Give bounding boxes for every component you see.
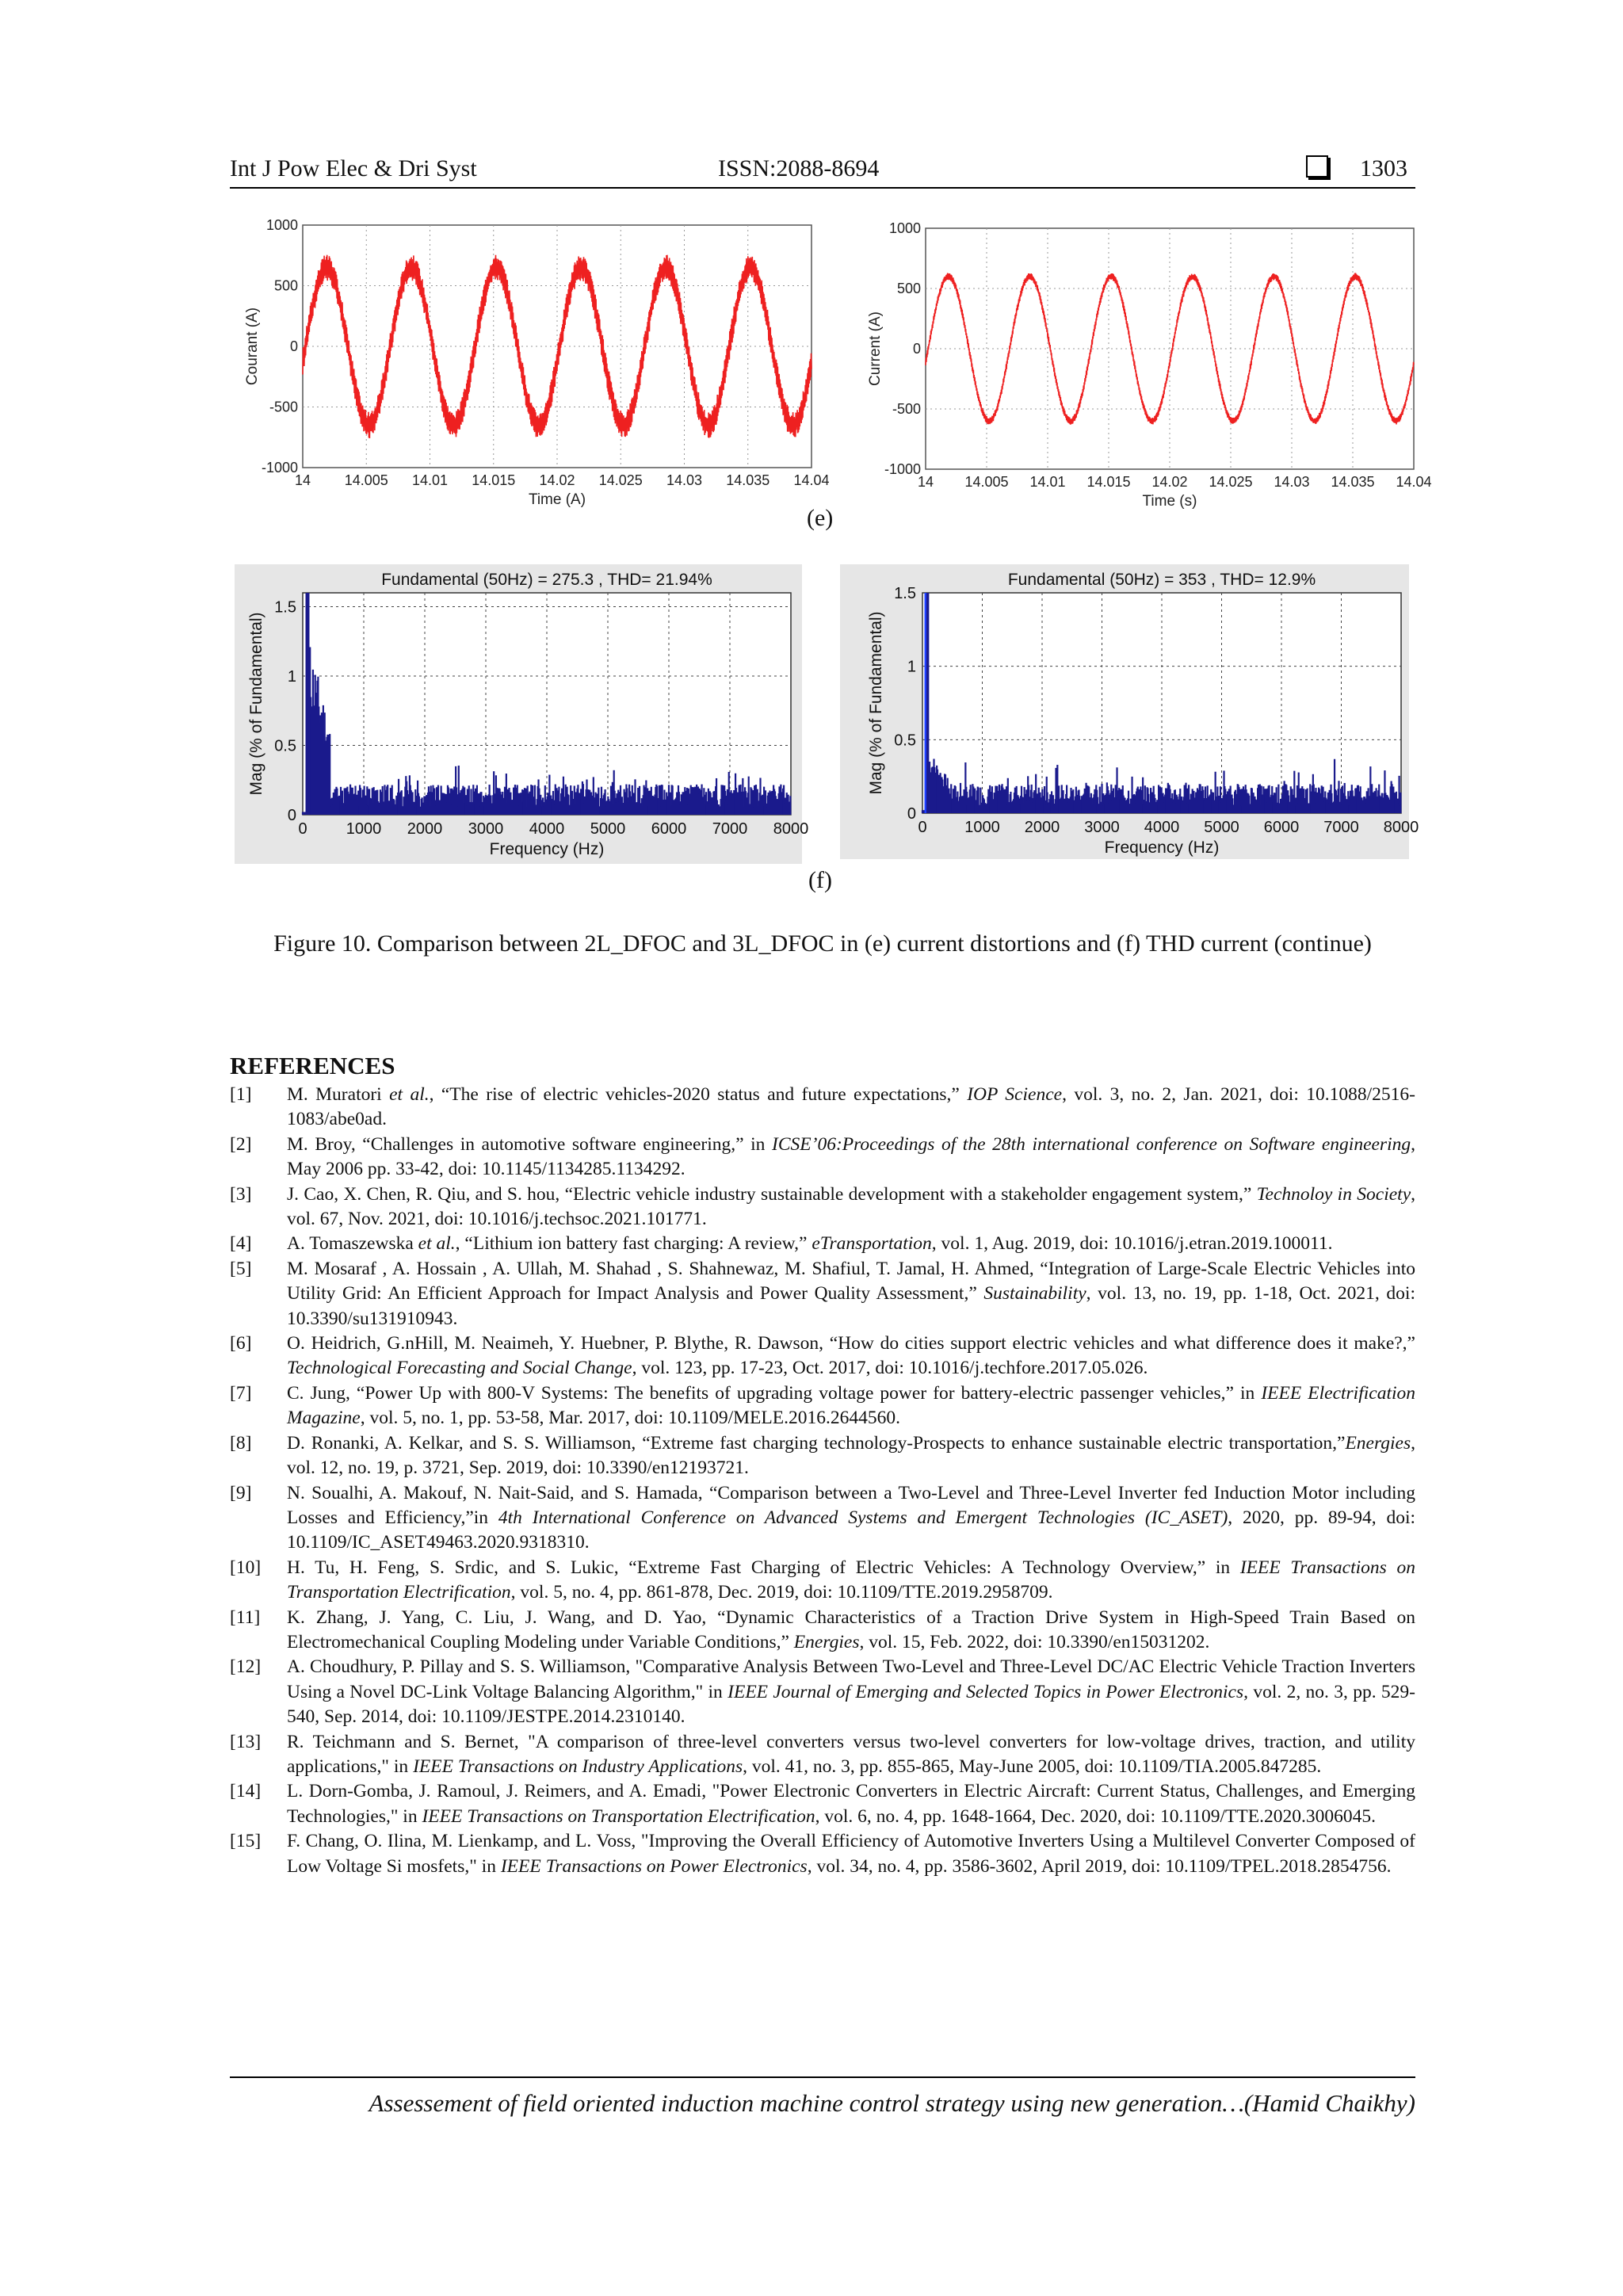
y-tick-label: 0 [912, 341, 921, 357]
reference-number: [2] [230, 1133, 252, 1155]
y-tick-label: 0 [907, 805, 916, 823]
x-tick-label: 14.035 [1331, 474, 1375, 490]
sublabel-e: (e) [807, 505, 834, 531]
chart-2l-current-svg [230, 214, 830, 508]
reference-text: F. Chang, O. Ilina, M. Lienkamp, and L. Voss, "Improving the Overall Efficiency of Automotive Inverters Using a Multilevel Converter Composed of Low Voltage Si mosfets," in IEEE Transactions on Power Electronics, vol. 34, no. 4, pp. 3586-3602, April 2019, doi: 10.1109/TPEL.2018.2854756. [287, 1831, 1415, 1877]
reference-text: H. Tu, H. Feng, S. Srdic, and S. Lukic, “Extreme Fast Charging of Electric Vehicles: A Technology Overview,” in IEEE Transactions on Transportation Electrification, vol. 5, no. 4, pp. 861-878, Dec. 2019, doi: 10.1109/TTE.2019.2958709. [287, 1557, 1415, 1603]
reference-text: A. Tomaszewska et al., “Lithium ion battery fast charging: A review,” eTransportation, vol. 1, Aug. 2019, doi: 10.1016/j.etran.2019.100011. [287, 1233, 1333, 1255]
sublabel-f: (f) [808, 867, 832, 893]
reference-text: L. Dorn-Gomba, J. Ramoul, J. Reimers, and A. Emadi, "Power Electronic Converters in Electric Aircraft: Current Status, Challenges, and Emerging Technologies," in IEEE Transactions on Transportation Electrification, vol. 6, no. 4, pp. 1648-1664, Dec. 2020, doi: 10.1109/TTE.2020.3006045. [287, 1781, 1415, 1827]
chart-2l-current [230, 214, 830, 508]
y-tick-label: 500 [273, 277, 298, 294]
x-tick-label: 1000 [346, 820, 382, 838]
reference-text: R. Teichmann and S. Bernet, "A comparison of three-level converters versus two-level converters for low-voltage drives, traction, and utility applications," in IEEE Transactions on Industry Applications, vol. 41, no. 3, pp. 855-865, May-June 2005, doi: 10.1109/TIA.2005.847285. [287, 1731, 1415, 1777]
checkbox-icon [1306, 155, 1328, 178]
reference-item [230, 1182, 1415, 1232]
reference-number: [11] [230, 1606, 261, 1628]
reference-item [230, 1655, 1415, 1729]
x-tick-label: 14.025 [598, 472, 643, 488]
figure-caption: Figure 10. Comparison between 2L_DFOC and 3L_DFOC in (e) current distortions and (f) THD current (continue) [273, 930, 1372, 957]
reference-text: M. Mosaraf , A. Hossain , A. Ullah, M. Shahad , S. Shahnewaz, M. Shafiul, T. Jamal, H. Ahmed, “Integration of Large-Scale Electric Vehicles into Utility Grid: An Efficient Approach for Impact Analysis and Power Quality Assessment,” Sustainability, vol. 13, no. 19, pp. 1-18, Oct. 2021, doi: 10.3390/su131910943. [287, 1258, 1415, 1329]
reference-text: M. Broy, “Challenges in automotive software engineering,” in ICSE’06:Proceedings of the 28th international conference on Software engineering, May 2006 pp. 33-42, doi: 10.1145/1134285.1134292. [287, 1133, 1415, 1180]
chart-title: Fundamental (50Hz) = 275.3 , THD= 21.94% [381, 571, 712, 589]
reference-text: M. Muratori et al., “The rise of electric vehicles-2020 status and future expectations,” IOP Science, vol. 3, no. 2, Jan. 2021, doi: 10.1088/2516-1083/abe0ad. [287, 1084, 1415, 1130]
reference-number: [10] [230, 1557, 262, 1578]
y-tick-label: -500 [269, 399, 298, 415]
y-axis-label: Mag (% of Fundamental) [867, 611, 885, 795]
y-tick-label: 1 [907, 658, 916, 676]
x-tick-label: 14.035 [726, 472, 770, 488]
x-axis-label: Frequency (Hz) [489, 840, 605, 858]
reference-item [230, 1133, 1415, 1182]
chart-3l-thd-svg [840, 564, 1419, 859]
x-tick-label: 8000 [773, 820, 809, 838]
reference-text: N. Soualhi, A. Makouf, N. Nait-Said, and S. Hamada, “Comparison between a Two-Level and Three-Level Inverter fed Induction Motor including Losses and Efficiency,”in 4th International Conference on Advanced Systems and Emergent Technologies (IC_ASET), 2020, pp. 89-94, doi: 10.1109/IC_ASET49463.2020.9318310. [287, 1482, 1415, 1553]
issn: ISSN:2088-8694 [718, 155, 880, 181]
reference-number: [14] [230, 1781, 262, 1802]
x-tick-label: 14.04 [1396, 474, 1432, 490]
reference-item [230, 1381, 1415, 1431]
x-tick-label: 7000 [1323, 819, 1359, 836]
x-tick-label: 14.025 [1209, 474, 1253, 490]
x-tick-label: 14 [294, 472, 311, 488]
x-tick-label: 7000 [712, 820, 748, 838]
reference-text: O. Heidrich, G.nHill, M. Neaimeh, Y. Huebner, P. Blythe, R. Dawson, “How do cities support electric vehicles and what difference does it make?,” Technological Forecasting and Social Change, vol. 123, pp. 17-23, Oct. 2017, doi: 10.1016/j.techfore.2017.05.026. [287, 1333, 1415, 1379]
chart-title: Fundamental (50Hz) = 353 , THD= 12.9% [1007, 571, 1316, 589]
reference-item [230, 1083, 1415, 1133]
chart-2l-thd-svg [235, 564, 809, 864]
references-heading: REFERENCES [230, 1052, 395, 1079]
reference-text: J. Cao, X. Chen, R. Qiu, and S. hou, “Electric vehicle industry sustainable development with a stakeholder engagement system,” Technoloy in Society, vol. 67, Nov. 2021, doi: 10.1016/j.techsoc.2021.101771. [287, 1183, 1415, 1230]
y-tick-label: 1.5 [274, 598, 296, 617]
reference-number: [5] [230, 1258, 252, 1279]
x-axis-label: Time (A) [528, 491, 586, 508]
reference-item [230, 1730, 1415, 1780]
footer-rule [230, 2076, 1415, 2078]
x-tick-label: 3000 [1084, 819, 1120, 836]
x-tick-label: 5000 [1204, 819, 1239, 836]
x-axis-label: Time (s) [1142, 493, 1197, 510]
y-tick-label: 0.5 [894, 732, 916, 750]
x-tick-label: 8000 [1383, 819, 1419, 836]
x-tick-label: 5000 [590, 820, 626, 838]
header-rule [230, 187, 1415, 189]
x-tick-label: 6000 [651, 820, 687, 838]
reference-number: [7] [230, 1382, 252, 1404]
y-axis-label: Courant (A) [244, 307, 261, 386]
x-tick-label: 4000 [1144, 819, 1180, 836]
chart-3l-current-svg [842, 214, 1432, 510]
reference-number: [3] [230, 1183, 252, 1205]
x-tick-label: 6000 [1263, 819, 1300, 836]
x-axis-label: Frequency (Hz) [1104, 839, 1220, 857]
chart-2l-thd [235, 564, 809, 864]
reference-item [230, 1232, 1415, 1256]
reference-text: C. Jung, “Power Up with 800-V Systems: The benefits of upgrading voltage power for battery-electric passenger vehicles,” in IEEE Electrification Magazine, vol. 5, no. 1, pp. 53-58, Mar. 2017, doi: 10.1109/MELE.2016.2644560. [287, 1382, 1415, 1429]
reference-item [230, 1556, 1415, 1606]
y-axis-label: Current (A) [867, 311, 884, 386]
x-tick-label: 14.02 [539, 472, 575, 488]
y-tick-label: 0 [287, 807, 296, 824]
reference-item [230, 1257, 1415, 1331]
x-tick-label: 14.005 [964, 474, 1009, 490]
page-number: 1303 [1360, 155, 1407, 181]
y-tick-label: 1000 [265, 217, 298, 233]
y-tick-label: -1000 [884, 461, 921, 477]
page-number-block [1306, 155, 1407, 182]
footer-title: Assessement of field oriented induction machine control strategy using new generation…(Hamid Chaikhy) [369, 2089, 1415, 2117]
x-tick-label: 14.03 [666, 472, 703, 488]
x-tick-label: 14.02 [1151, 474, 1188, 490]
x-tick-label: 14.015 [472, 472, 516, 488]
reference-text: A. Choudhury, P. Pillay and S. S. Williamson, "Comparative Analysis Between Two-Level and Three-Level DC/AC Electric Vehicle Traction Inverters Using a Novel DC-Link Voltage Balancing Algorithm," in IEEE Journal of Emerging and Selected Topics in Power Electronics, vol. 2, no. 3, pp. 529-540, Sep. 2014, doi: 10.1109/JESTPE.2014.2310140. [287, 1656, 1415, 1728]
y-axis-label: Mag (% of Fundamental) [247, 612, 265, 796]
x-tick-label: 3000 [468, 820, 504, 838]
y-tick-label: -500 [892, 401, 921, 417]
reference-text: D. Ronanki, A. Kelkar, and S. S. Williamson, “Extreme fast charging technology-Prospects to enhance sustainable electric transportation,”Energies, vol. 12, no. 19, p. 3721, Sep. 2019, doi: 10.3390/en12193721. [287, 1432, 1415, 1479]
chart-3l-thd [840, 564, 1419, 859]
reference-number: [1] [230, 1084, 252, 1105]
reference-item [230, 1606, 1415, 1656]
x-tick-label: 14.015 [1086, 474, 1131, 490]
reference-item [230, 1431, 1415, 1481]
reference-number: [6] [230, 1333, 252, 1354]
y-tick-label: 500 [896, 281, 921, 296]
reference-item [230, 1829, 1415, 1879]
x-tick-label: 1000 [964, 819, 1000, 836]
reference-number: [4] [230, 1233, 252, 1255]
x-tick-label: 14.04 [793, 472, 830, 488]
x-tick-label: 0 [298, 820, 307, 838]
y-tick-label: -1000 [261, 460, 298, 476]
reference-item [230, 1481, 1415, 1556]
x-tick-label: 14.01 [1029, 474, 1066, 490]
y-tick-label: 0 [289, 338, 298, 354]
reference-item [230, 1779, 1415, 1829]
x-tick-label: 14.005 [344, 472, 388, 488]
y-tick-label: 0.5 [274, 737, 296, 755]
reference-text: K. Zhang, J. Yang, C. Liu, J. Wang, and D. Yao, “Dynamic Characteristics of a Traction Drive System in High-Speed Train Based on Electromechanical Coupling Modeling under Variable Conditions,” Energies, vol. 15, Feb. 2022, doi: 10.3390/en15031202. [287, 1606, 1415, 1652]
reference-number: [9] [230, 1482, 252, 1503]
reference-item [230, 1331, 1415, 1381]
x-tick-label: 14 [917, 474, 934, 490]
reference-number: [13] [230, 1731, 262, 1752]
x-tick-label: 0 [918, 819, 927, 836]
x-tick-label: 2000 [1024, 819, 1060, 836]
x-tick-label: 14.03 [1274, 474, 1310, 490]
x-tick-label: 2000 [407, 820, 443, 838]
x-tick-label: 14.01 [411, 472, 449, 488]
y-tick-label: 1 [287, 668, 296, 686]
y-tick-label: 1.5 [894, 585, 916, 602]
references-list [230, 1083, 1415, 1879]
y-tick-label: 1000 [888, 220, 921, 236]
reference-number: [15] [230, 1831, 262, 1852]
reference-number: [8] [230, 1432, 252, 1454]
journal-name: Int J Pow Elec & Dri Syst [230, 155, 477, 181]
plot-area [922, 593, 1401, 813]
reference-number: [12] [230, 1656, 262, 1678]
x-tick-label: 4000 [529, 820, 565, 838]
chart-3l-current [842, 214, 1432, 510]
